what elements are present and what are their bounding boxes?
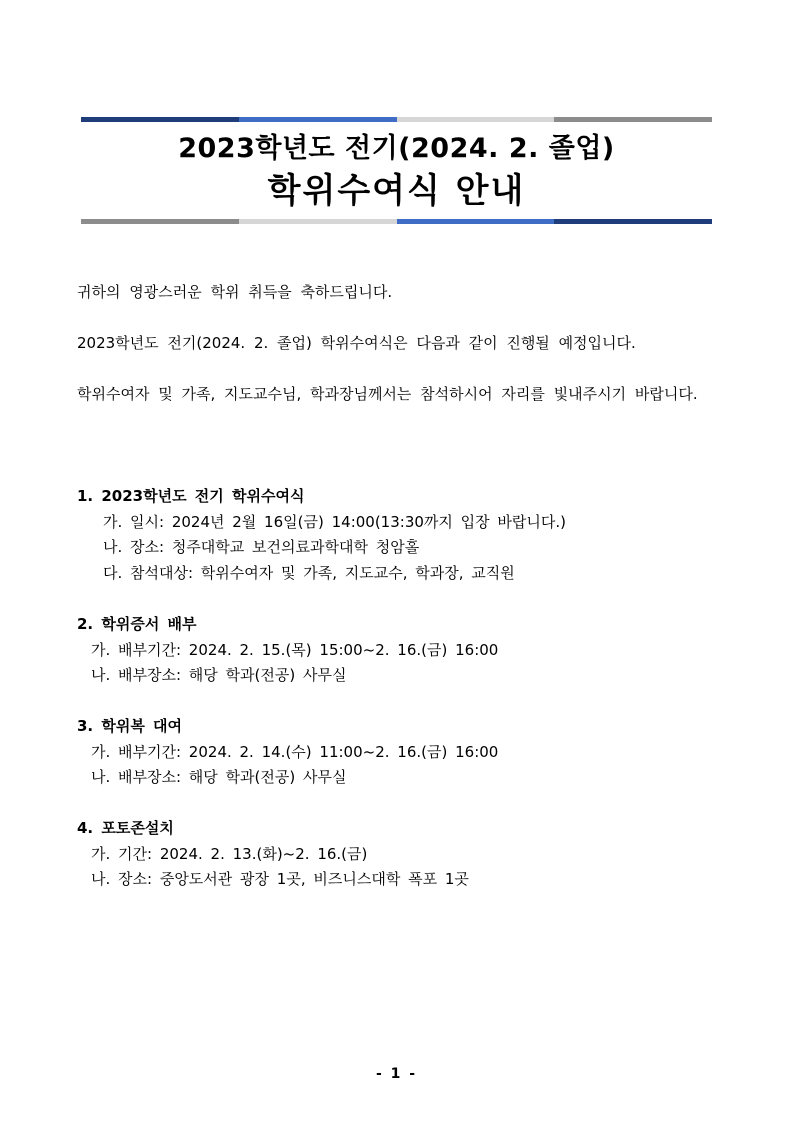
document-title-line2: 학위수여식 안내 [267, 171, 526, 211]
photo-zone-period: 가. 기간: 2024. 2. 13.(화)~2. 16.(금) [91, 845, 368, 863]
ceremony-datetime: 가. 일시: 2024년 2월 16일(금) 14:00(13:30까지 입장 바랍니다.) [103, 513, 566, 531]
page-number: - 1 - [375, 1066, 418, 1082]
gown-rental-period: 가. 배부기간: 2024. 2. 14.(수) 11:00~2. 16.(금) 16:00 [91, 743, 499, 761]
section-heading-ceremony: 1. 2023학년도 전기 학위수여식 [77, 487, 305, 505]
intro-schedule-notice: 2023학년도 전기(2024. 2. 졸업) 학위수여식은 다음과 같이 진행될 예정입니다. [77, 334, 636, 352]
rule-segment-gray [554, 117, 712, 122]
intro-congratulation: 귀하의 영광스러운 학위 취득을 축하드립니다. [77, 283, 393, 301]
diploma-location: 나. 배부장소: 해당 학과(전공) 사무실 [91, 666, 347, 684]
intro-invitation: 학위수여자 및 가족, 지도교수님, 학과장님께서는 참석하시어 자리를 빛내주시기 바랍니다. [77, 385, 698, 403]
header-top-rule [81, 117, 712, 122]
rule-segment-light [239, 219, 397, 224]
photo-zone-location: 나. 장소: 중앙도서관 광장 1곳, 비즈니스대학 폭포 1곳 [91, 870, 469, 888]
gown-rental-location: 나. 배부장소: 해당 학과(전공) 사무실 [91, 768, 347, 786]
section-heading-diploma: 2. 학위증서 배부 [77, 615, 197, 633]
ceremony-venue: 나. 장소: 청주대학교 보건의료과학대학 청암홀 [103, 538, 420, 556]
section-heading-gown-rental: 3. 학위복 대여 [77, 717, 183, 735]
document-title-line1: 2023학년도 전기(2024. 2. 졸업) [178, 133, 615, 164]
section-heading-photo-zone: 4. 포토존설치 [77, 819, 174, 837]
ceremony-attendees: 다. 참석대상: 학위수여자 및 가족, 지도교수, 학과장, 교직원 [103, 564, 515, 582]
diploma-period: 가. 배부기간: 2024. 2. 15.(목) 15:00~2. 16.(금) 16:00 [91, 641, 499, 659]
rule-segment-blue [397, 219, 555, 224]
rule-segment-navy [81, 117, 239, 122]
rule-segment-blue [239, 117, 397, 122]
rule-segment-light [397, 117, 555, 122]
rule-segment-navy [554, 219, 712, 224]
header-bottom-rule [81, 219, 712, 224]
rule-segment-gray [81, 219, 239, 224]
